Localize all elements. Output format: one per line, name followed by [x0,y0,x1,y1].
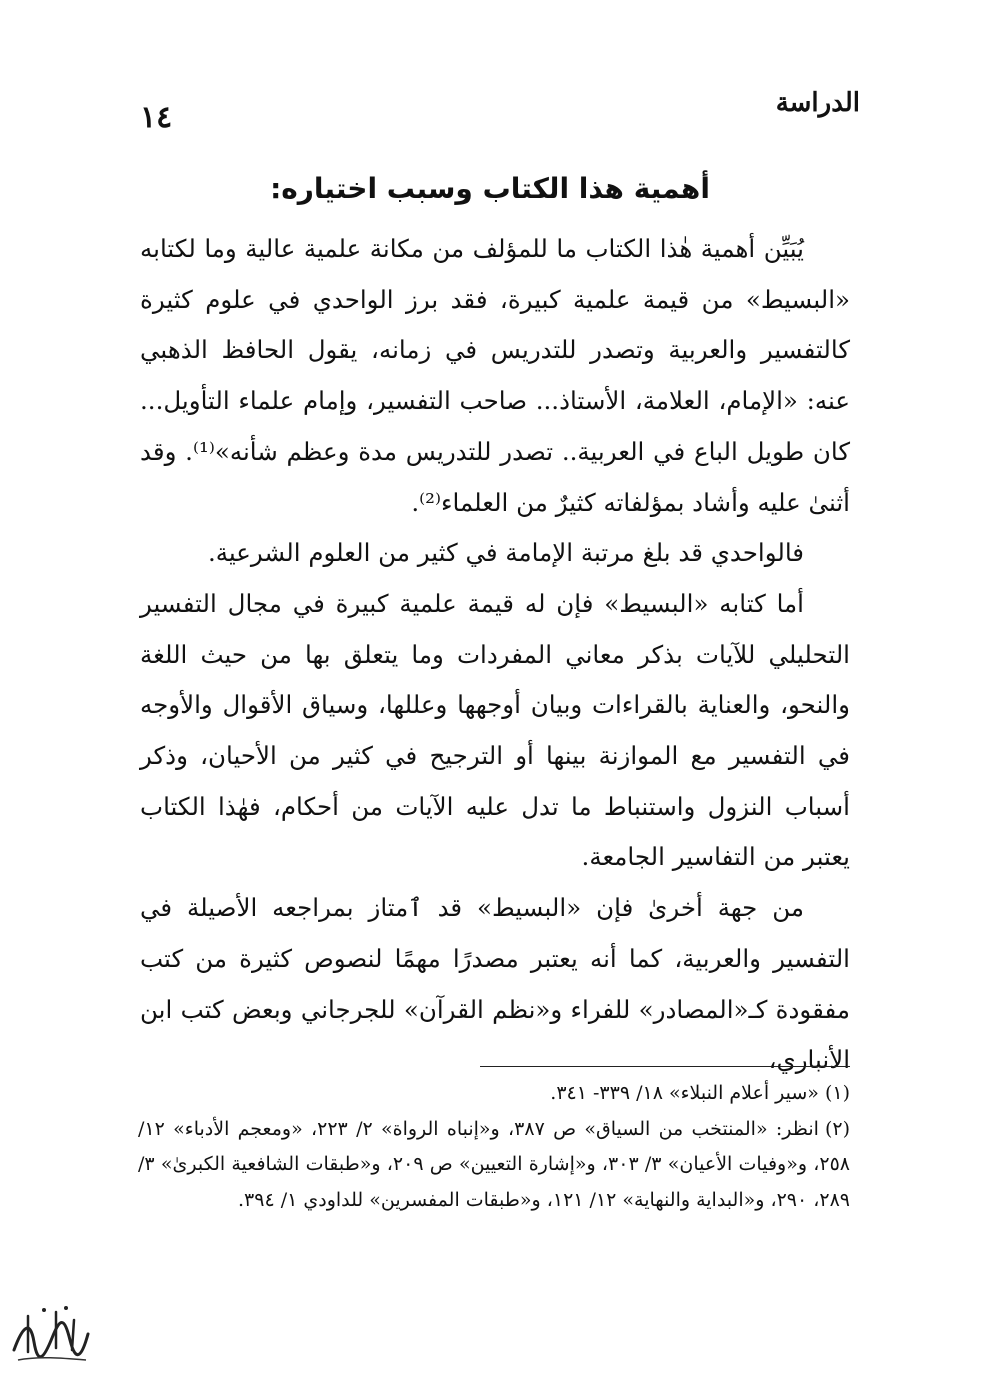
footnote-text: انظر: «المنتخب من السياق» ص ٣٨٧، و«إنباه الرواة» ٢/ ٢٢٣، «ومعجم الأدباء» ١٢/ ٢٥٨، و«وفيات الأعيان» ٣/ ٣٠٣، و«إشارة التعيين» ص ٢٠٩، و«طبقات الشافعية الكبرىٰ» ٣/ ٢٨٩، ٢٩٠، و«البداية والنهاية» ١٢/ ١٢١، و«طبقات المفسرين» للداودي ١/ ٣٩٤. [138,1117,850,1211]
footnote-text: «سير أعلام النبلاء» ١٨/ ٣٣٩- ٣٤١. [550,1082,819,1104]
footnote-number: (١) [824,1082,850,1104]
calligraphy-logo-icon [8,1298,92,1368]
footnote-2 [138,1112,850,1219]
page-number: ١٤ [140,100,173,135]
paragraph-importance: يُبَيِّن أهمية هٰذا الكتاب ما للمؤلف من مكانة علمية عالية وما لكتابه «البسيط» من قيمة علمية كبيرة، فقد برز الواحدي في علوم كثيرة كالتفسير والعربية وتصدر للتدريس في زمانه، يقول الحافظ الذهبي عنه: «الإمام، العلامة، الأستاذ... صاحب التفسير، وإمام علماء التأويل... كان طويل الباع في العربية.. تصدر للتدريس مدة وعظم شأنه»⁽¹⁾. وقد أثنىٰ عليه وأشاد بمؤلفاته كثيرٌ من العلماء⁽²⁾. [140,234,850,517]
section-heading: أهمية هذا الكتاب وسبب اختياره: [270,172,710,205]
running-header [140,88,860,138]
footnote-1 [138,1076,850,1112]
section-title: الدراسة [775,88,860,118]
footnote-number: (٢) [824,1117,850,1140]
body-text [140,224,850,1086]
paragraph-sources: من جهة أخرىٰ فإن «البسيط» قد ٱمتاز بمراجعه الأصيلة في التفسير والعربية، كما أنه يعتبر مصدرًا مهمًا لنصوص كثيرة من كتب مفقودة كـ«المصادر» للفراء و«نظم القرآن» للجرجاني وبعض كتب ابن الأنباري، [140,893,850,1075]
paragraph-imamate: فالواحدي قد بلغ مرتبة الإمامة في كثير من العلوم الشرعية. [207,538,804,568]
footnotes [138,1076,850,1218]
library-stamp-logo [8,1298,92,1368]
paragraph-basit-value: أما كتابه «البسيط» فإن له قيمة علمية كبيرة في مجال التفسير التحليلي للآيات بذكر معاني المفردات وما يتعلق بها من حيث اللغة والنحو، والعناية بالقراءات وبيان أوجهها وعللها، وسياق الأقوال والأوجه في التفسير مع الموازنة بينها أو الترجيح في كثير من الأحيان، وذكر أسباب النزول واستنباط ما تدل عليه الآيات من أحكام، فهٰذا الكتاب يعتبر من التفاسير الجامعة. [140,588,850,872]
footnote-divider [480,1066,850,1067]
